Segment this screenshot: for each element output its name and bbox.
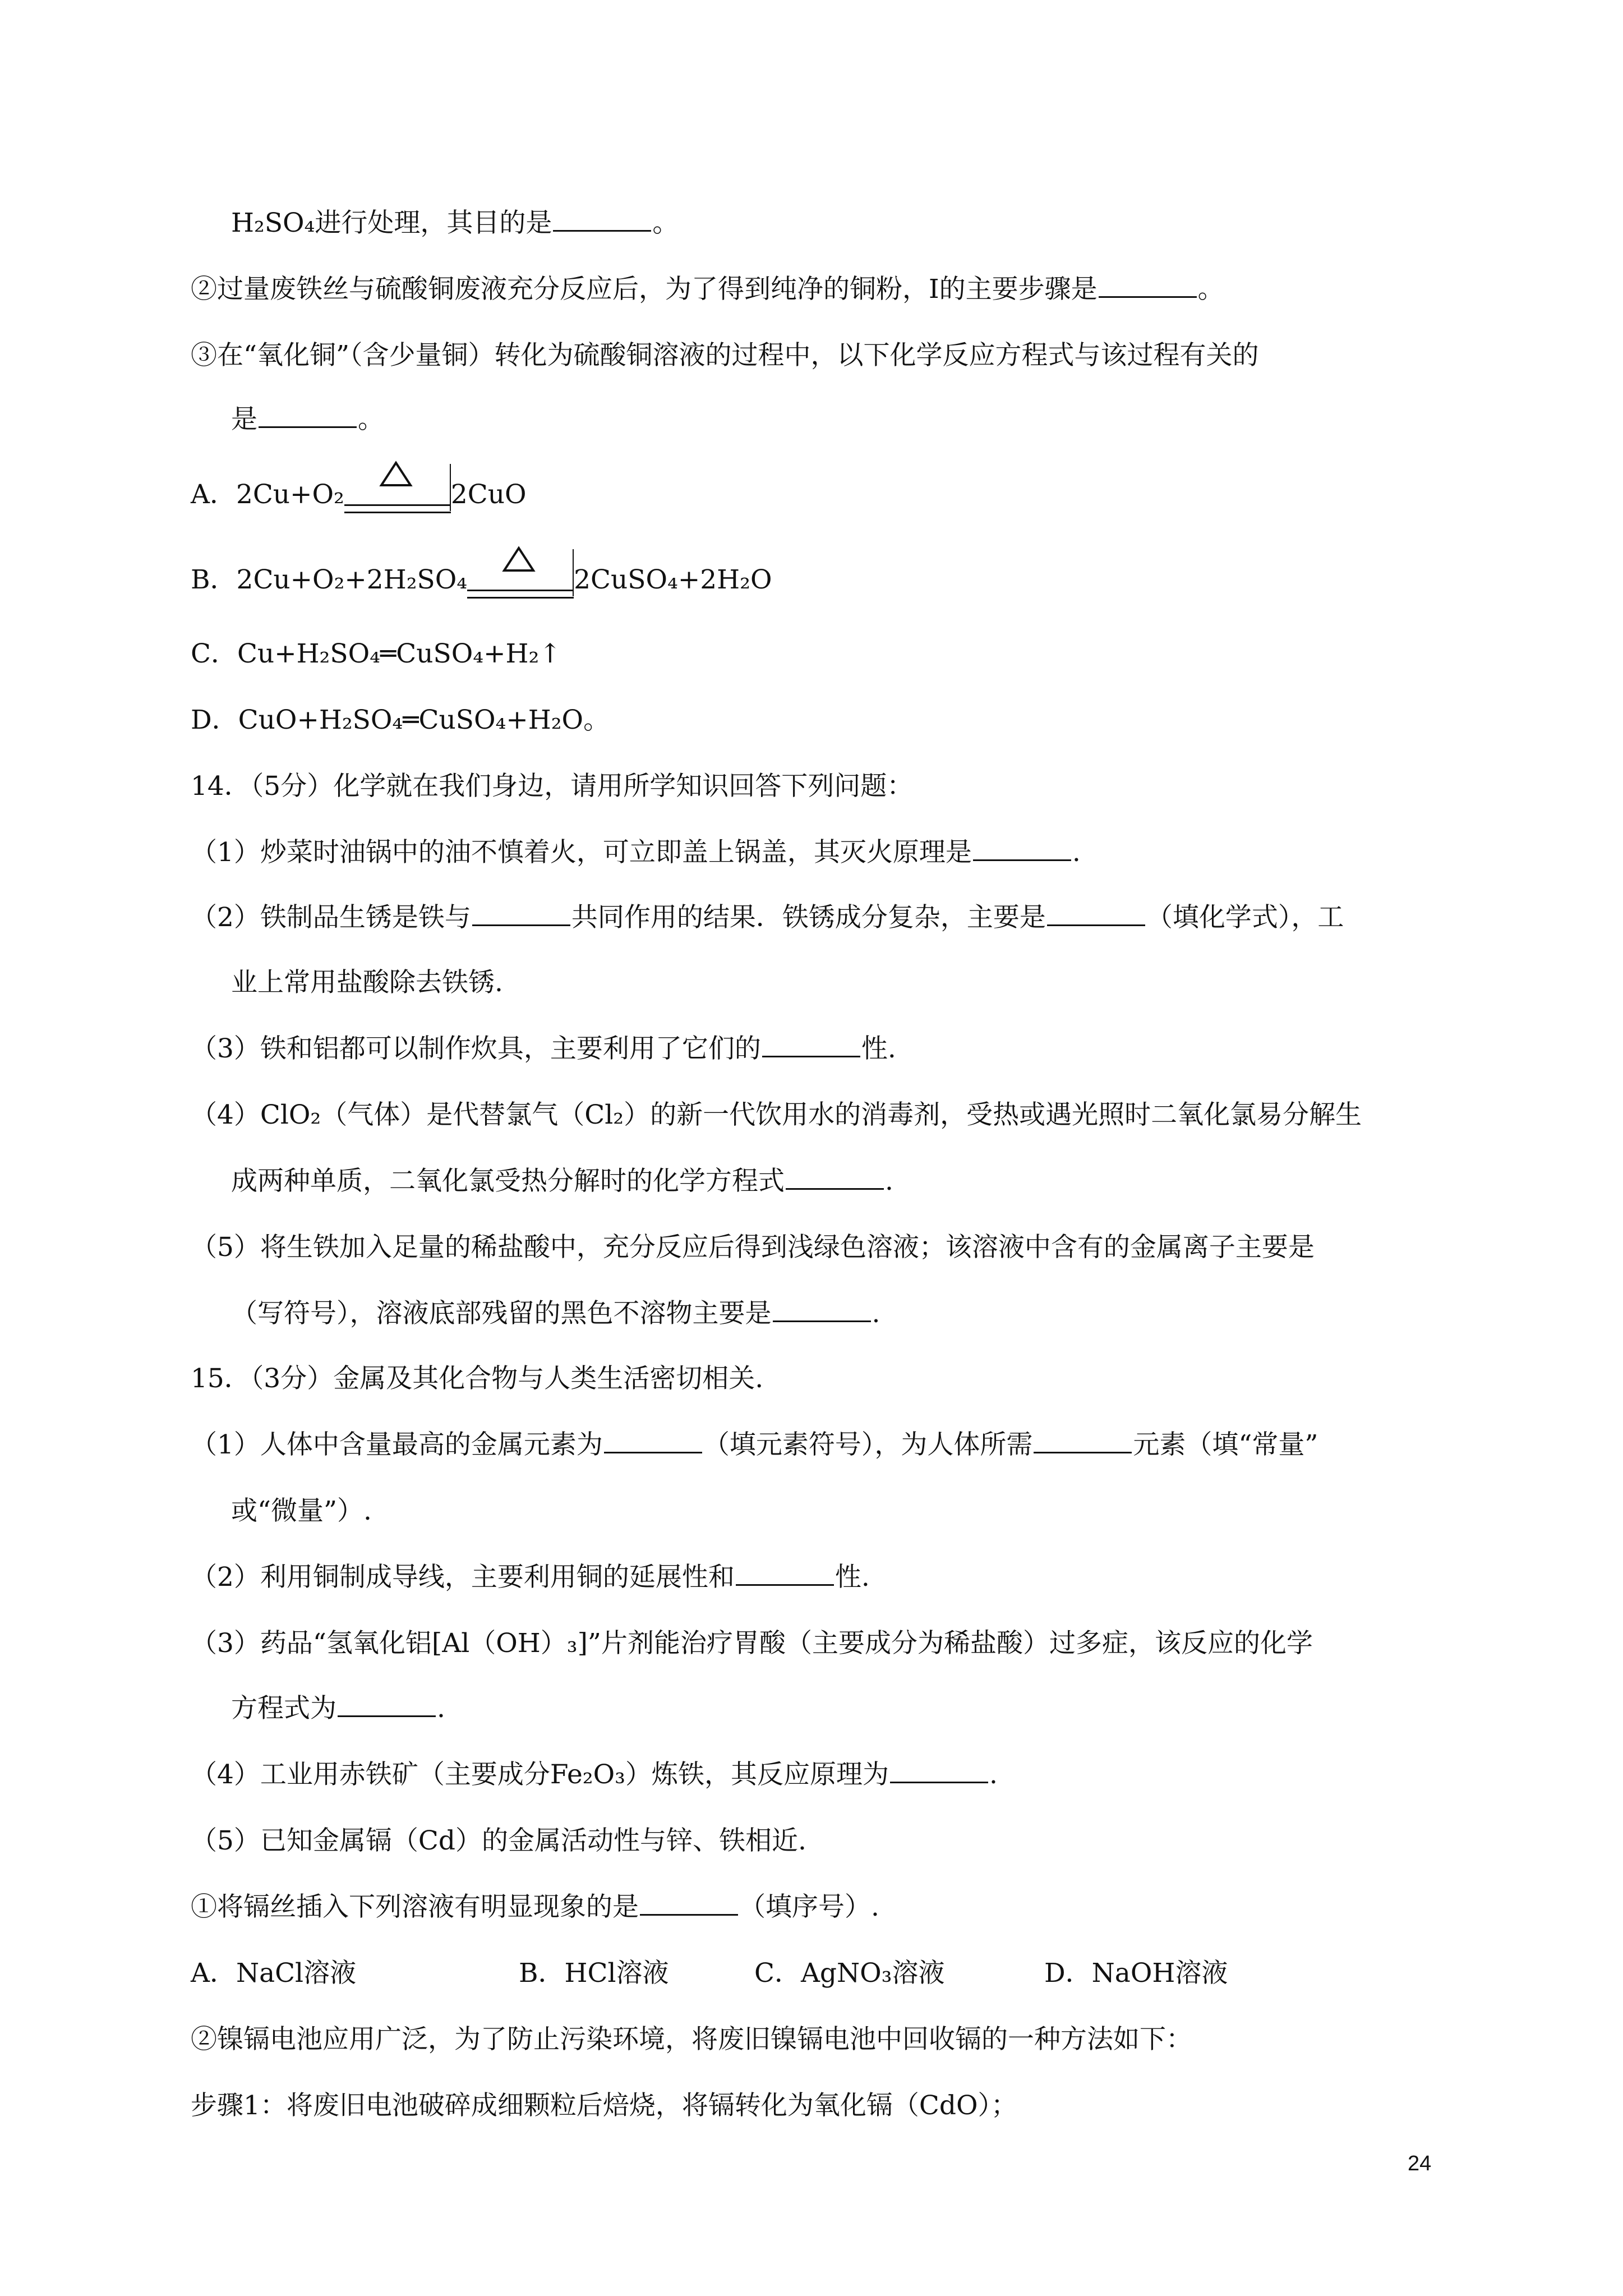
- answer-blank[interactable]: [1047, 902, 1145, 926]
- option-d-equation: D．CuO+H₂SO₄═CuSO₄+H₂O。: [191, 705, 610, 735]
- answer-blank[interactable]: [973, 837, 1071, 861]
- question-14-part-5-cont: （写符号），溶液底部残留的黑色不溶物主要是 .: [231, 1298, 880, 1329]
- answer-blank[interactable]: [890, 1759, 988, 1783]
- answer-blank[interactable]: [1034, 1429, 1132, 1453]
- line-purpose: H₂SO₄进行处理，其目的是 。: [231, 208, 679, 238]
- line-question-3-cont: 是 。: [231, 404, 384, 435]
- answer-blank[interactable]: [786, 1166, 884, 1190]
- question-14-part-4: （4）ClO₂（气体）是代替氯气（Cl₂）的新一代饮用水的消毒剂，受热或遇光照时二氧化氯易分解生: [191, 1099, 1362, 1130]
- answer-blank[interactable]: [472, 902, 570, 926]
- heat-equals-sign: [467, 565, 574, 599]
- answer-blank[interactable]: [773, 1298, 871, 1322]
- line-step: ②过量废铁丝与硫酸铜废液充分反应后，为了得到纯净的铜粉，Ⅰ的主要步骤是 。: [191, 274, 1224, 305]
- answer-blank[interactable]: [762, 1033, 860, 1057]
- question-15-part-3: （3）药品“氢氧化铝[Al（OH）₃]”片剂能治疗胃酸（主要成分为稀盐酸）过多症，该反应的化学: [191, 1628, 1313, 1659]
- question-14-part-4-cont: 成两种单质，二氧化氯受热分解时的化学方程式 .: [231, 1166, 893, 1197]
- answer-blank[interactable]: [736, 1562, 834, 1586]
- delta-icon: [379, 461, 413, 487]
- option-b: B．HCl溶液: [519, 1958, 669, 1989]
- question-15-part-5-sub-2: ②镍镉电池应用广泛，为了防止污染环境，将废旧镍镉电池中回收镉的一种方法如下：: [191, 2024, 1192, 2055]
- question-15-part-2: （2）利用铜制成导线，主要利用铜的延展性和 性.: [191, 1562, 870, 1593]
- option-c-equation: C．Cu+H₂SO₄═CuSO₄+H₂↑: [191, 638, 561, 669]
- option-a-equation: A．2Cu+O₂ 2CuO: [191, 478, 527, 513]
- question-15-part-3-cont: 方程式为 .: [231, 1693, 445, 1724]
- question-14-part-5: （5）将生铁加入足量的稀盐酸中，充分反应后得到浅绿色溶液；该溶液中含有的金属离子主要是: [191, 1232, 1315, 1263]
- option-a: A．NaCl溶液: [191, 1958, 357, 1989]
- answer-blank[interactable]: [1099, 274, 1197, 298]
- question-14-title: 14．（5分）化学就在我们身边，请用所学知识回答下列问题：: [191, 771, 914, 802]
- option-c: C．AgNO₃溶液: [754, 1958, 945, 1989]
- answer-blank[interactable]: [259, 404, 357, 428]
- question-15-part-5: （5）已知金属镉（Cd）的金属活动性与锌、铁相近.: [191, 1825, 806, 1856]
- question-15-part-1-cont: 或“微量”）.: [231, 1496, 372, 1526]
- answer-blank[interactable]: [553, 208, 651, 232]
- step-1: 步骤1：将废旧电池破碎成细颗粒后焙烧，将镉转化为氧化镉（CdO）；: [191, 2090, 1017, 2121]
- answer-blank[interactable]: [640, 1892, 738, 1916]
- question-14-part-2: （2）铁制品生锈是铁与 共同作用的结果．铁锈成分复杂，主要是 （填化学式），工: [191, 902, 1344, 933]
- question-15-part-1: （1）人体中含量最高的金属元素为 （填元素符号），为人体所需 元素（填“常量”: [191, 1429, 1318, 1460]
- page-number: 24: [1408, 2152, 1432, 2175]
- delta-icon: [502, 546, 536, 573]
- question-14-part-1: （1）炒菜时油锅中的油不慎着火，可立即盖上锅盖，其灭火原理是 .: [191, 837, 1081, 868]
- question-15-part-5-sub-1: ①将镉丝插入下列溶液有明显现象的是 （填序号）.: [191, 1892, 879, 1922]
- question-15-part-4: （4）工业用赤铁矿（主要成分Fe₂O₃）炼铁，其反应原理为 .: [191, 1759, 998, 1790]
- question-14-part-2-cont: 业上常用盐酸除去铁锈.: [231, 967, 503, 998]
- option-b-equation: B．2Cu+O₂+2H₂SO₄ 2CuSO₄+2H₂O: [191, 563, 772, 599]
- answer-blank[interactable]: [338, 1693, 436, 1717]
- question-14-part-3: （3）铁和铝都可以制作炊具，主要利用了它们的 性.: [191, 1033, 896, 1064]
- line-question-3: ③在“氧化铜”（含少量铜）转化为硫酸铜溶液的过程中，以下化学反应方程式与该过程有关的: [191, 340, 1259, 371]
- answer-blank[interactable]: [604, 1429, 702, 1453]
- heat-equals-sign: [344, 480, 451, 513]
- question-15-title: 15．（3分）金属及其化合物与人类生活密切相关.: [191, 1363, 764, 1394]
- option-d: D．NaOH溶液: [1044, 1958, 1228, 1989]
